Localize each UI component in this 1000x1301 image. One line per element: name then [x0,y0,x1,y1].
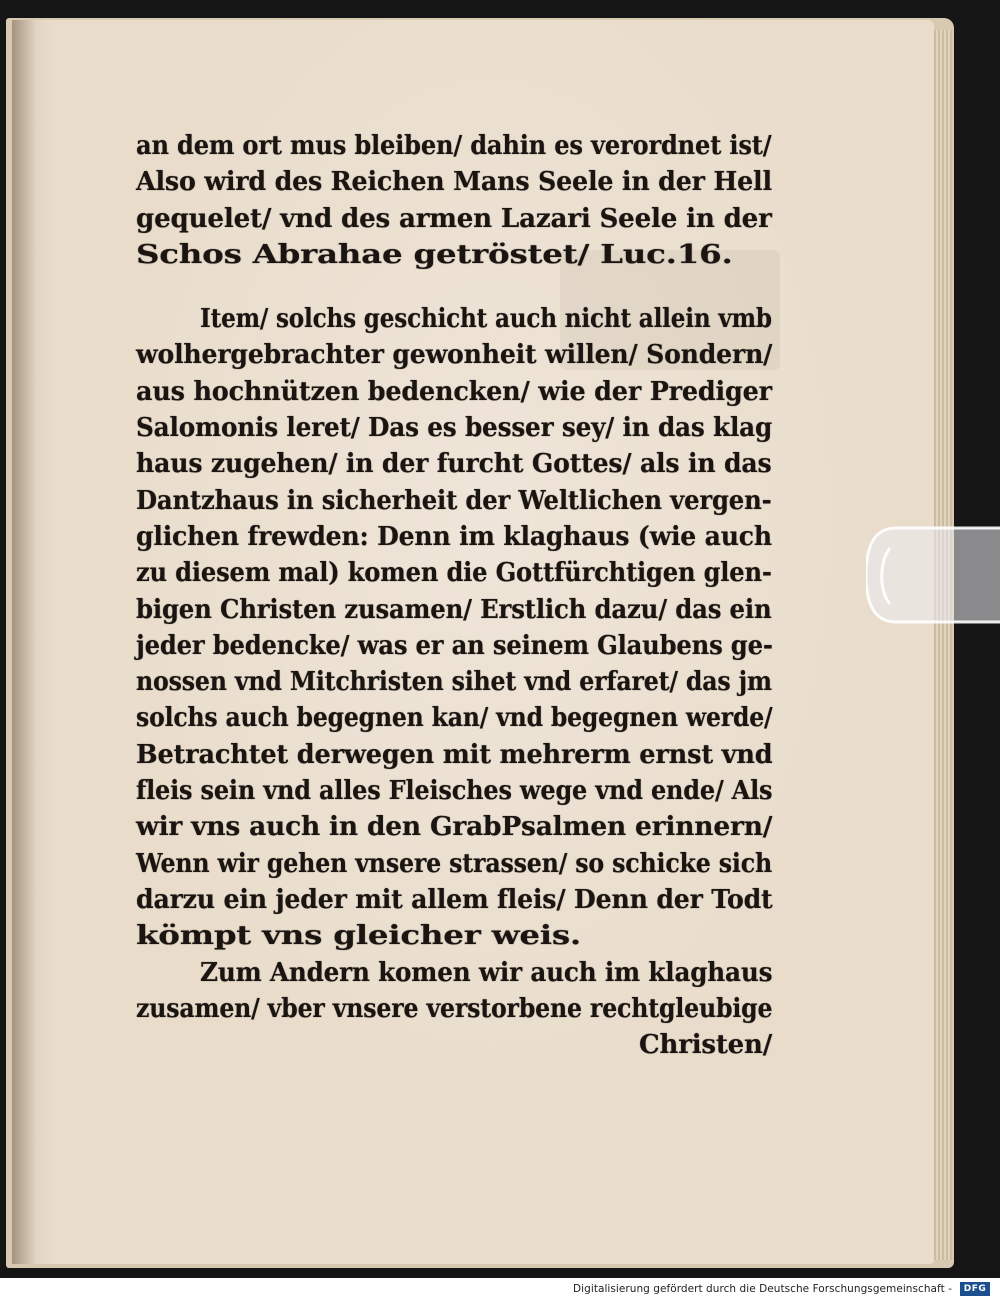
text-line: nossen vnd Mitchristen sihet vnd erfaret/ das jm [136,667,772,698]
text-line: zusamen/ vber vnsere verstorbene rechtgleubige [136,993,773,1024]
text-line: kömpt vns gleicher weis. [136,921,582,952]
text-line: fleis sein vnd alles Fleisches wege vnd ende/ Als [136,776,773,807]
funding-credit: Digitalisierung gefördert durch die Deutsche Forschungsgemeinschaft - [573,1283,952,1295]
text-line: wolhergebrachter gewonheit willen/ Sondern/ [136,340,773,371]
text-line: zu diesem mal) komen die Gottfürchtigen glen- [136,558,772,589]
page-text [136,128,776,1063]
text-line: Salomonis leret/ Das es besser sey/ in das klag [136,413,773,444]
text-line: Zum Andern komen wir auch im klaghaus [200,957,773,988]
text-line: wir vns auch in den GrabPsalmen erinnern/ [136,812,773,843]
text-line: Item/ solchs geschicht auch nicht allein vmb [200,304,772,335]
text-line: solchs auch begegnen kan/ vnd begegnen werde/ [136,703,773,734]
text-line: jeder bedencke/ was er an seinem Glaubens ge- [136,630,773,661]
catchword: Christen/ [639,1030,772,1061]
text-line: Dantzhaus in sicherheit der Weltlichen vergen- [136,485,772,516]
footer-bar [0,1278,1000,1301]
text-line: an dem ort mus bleiben/ dahin es verordnet ist/ [136,131,772,161]
page-clip-icon [866,520,1000,630]
dfg-logo: DFG [960,1282,990,1296]
binding-gutter [12,20,36,1264]
text-line: haus zugehen/ in der furcht Gottes/ als in das [136,449,772,480]
text-line: Wenn wir gehen vnsere strassen/ so schicke sich [136,848,772,879]
text-line: Betrachtet derwegen mit mehrerm ernst vnd [136,739,773,770]
text-line: Also wird des Reichen Mans Seele in der Hell [136,167,772,198]
text-line: glichen frewden: Denn im klaghaus (wie auch [136,521,772,552]
text-line: darzu ein jeder mit allem fleis/ Denn der Todt [136,884,773,915]
paragraph-gap [136,273,776,301]
text-line: gequelet/ vnd des armen Lazari Seele in der [136,203,772,234]
text-line: aus hochnützen bedencken/ wie der Prediger [136,376,772,407]
text-line: bigen Christen zusamen/ Erstlich dazu/ das ein [136,594,772,625]
text-line: Schos Abrahae getröstet/ Luc.16. [136,239,733,270]
